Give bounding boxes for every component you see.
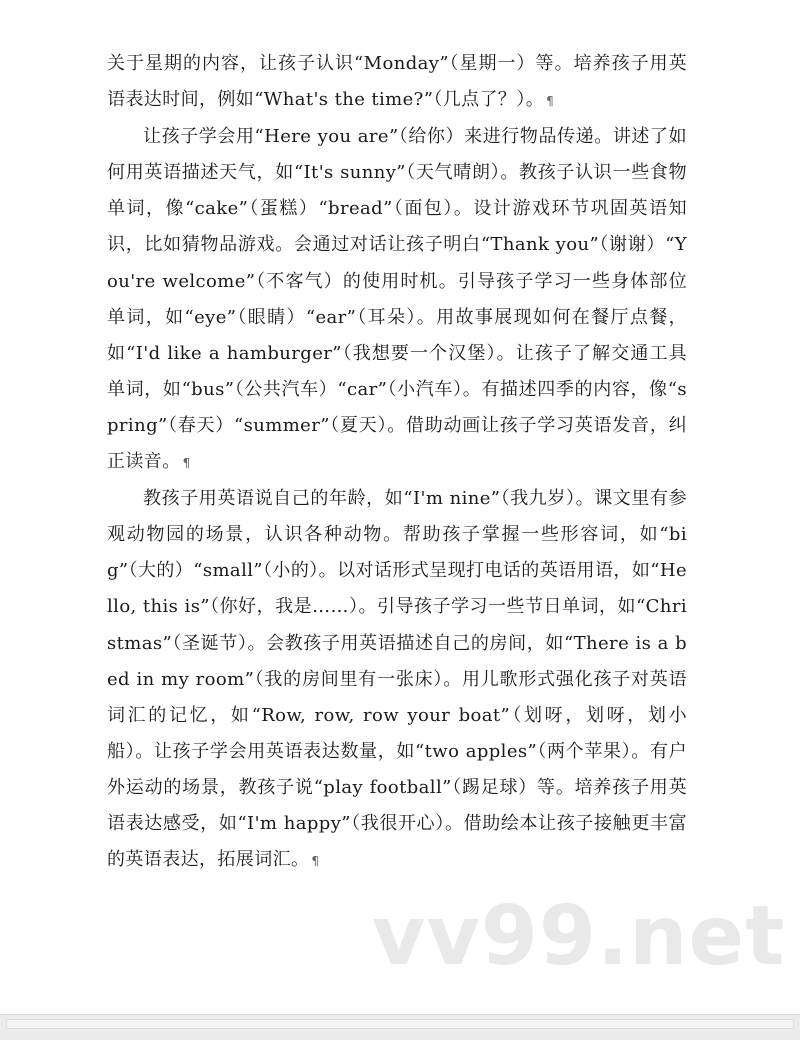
- paragraph-mark-icon: ¶: [546, 94, 554, 109]
- paragraph-mark-icon: ¶: [182, 456, 191, 471]
- document-body: [107, 46, 687, 879]
- horizontal-scrollbar[interactable]: [0, 1014, 800, 1040]
- paragraph-2-text: 让孩子学会用“Here you are”（给你）来进行物品传递。讲述了如何用英语描述天气，如“It's sunny”（天气晴朗）。教孩子认识一些食物单词，像“cake”（蛋糕）“bread”（面包）。设计游戏环节巩固英语知识，比如猜物品游戏。会通过对话让孩子明白“Thank you”（谢谢）“You're welcome”（不客气）的使用时机。引导孩子学习一些身体部位单词，如“eye”（眼睛）“ear”（耳朵）。用故事展现如何在餐厅点餐，如“I'd like a hamburger”（我想要一个汉堡）。让孩子了解交通工具单词，如“bus”（公共汽车）“car”（小汽车）。有描述四季的内容，像“spring”（春天）“summer”（夏天）。借助动画让孩子学习英语发音，纠正读音。: [107, 126, 687, 473]
- paragraph-1: [107, 46, 687, 119]
- paragraph-1-text: 关于星期的内容，让孩子认识“Monday”（星期一）等。培养孩子用英语表达时间，例如“What's the time?”（几点了？）。: [107, 53, 687, 111]
- paragraph-3-text: 教孩子用英语说自己的年龄，如“I'm nine”（我九岁）。课文里有参观动物园的场景，认识各种动物。帮助孩子掌握一些形容词，如“big”（大的）“small”（小的）。以对话形式呈现打电话的英语用语，如“Hello, this is”（你好，我是……）。引导孩子学习一些节日单词，如“Christmas”（圣诞节）。会教孩子用英语描述自己的房间，如“There is a bed in my room”（我的房间里有一张床）。用儿歌形式强化孩子对英语词汇的记忆，如“Row, row, row your boat”（划呀，划呀，划小船）。让孩子学会用英语表达数量，如“two apples”（两个苹果）。有户外运动的场景，教孩子说“play football”（踢足球）等。培养孩子用英语表达感受，如“I'm happy”（我很开心）。借助绘本让孩子接触更丰富的英语表达，拓展词汇。: [107, 488, 687, 871]
- watermark: vv99.net: [372, 889, 786, 984]
- paragraph-2: [107, 119, 687, 481]
- paragraph-mark-icon: ¶: [311, 854, 320, 869]
- scrollbar-track[interactable]: [6, 1019, 794, 1029]
- paragraph-3: [107, 481, 687, 879]
